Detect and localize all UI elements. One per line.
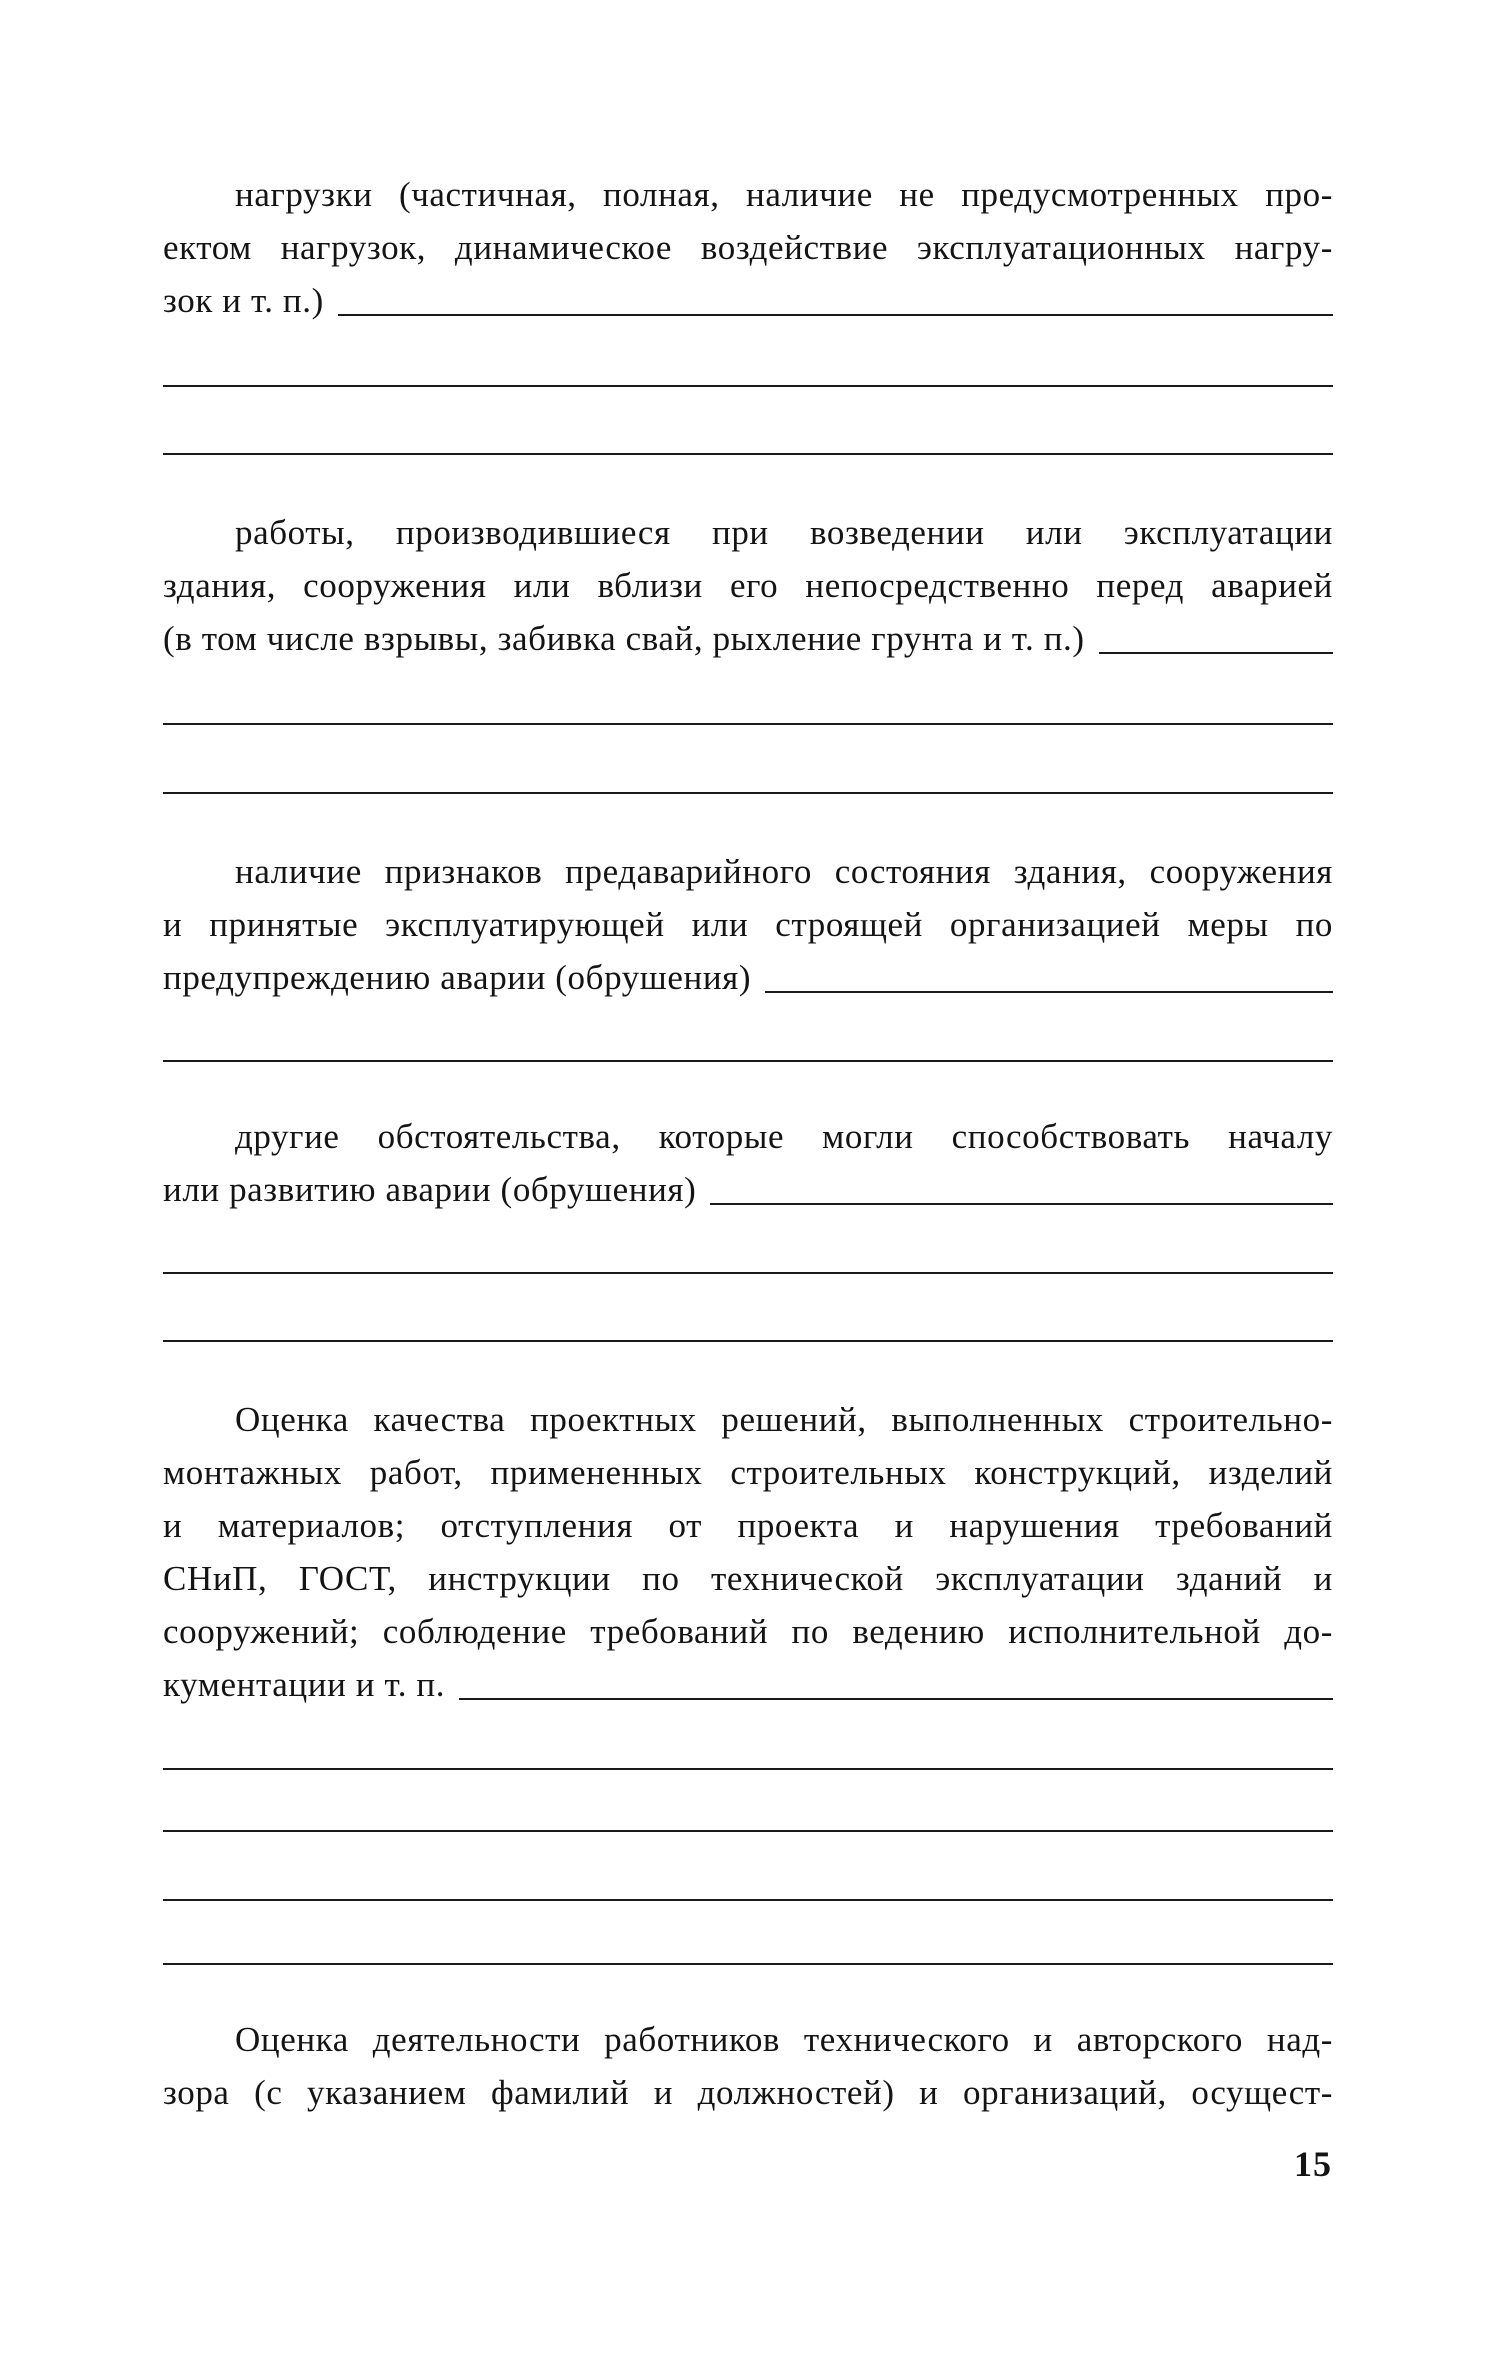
text-line: предупреждению аварии (обрушения) bbox=[163, 958, 752, 997]
text-line: (в том числе взрывы, забивка свай, рыхление грунта и т. п.) bbox=[163, 619, 1085, 658]
fill-in-line[interactable] bbox=[163, 1830, 1333, 1832]
text-line: СНиП, ГОСТ, инструкции по технической эксплуатации зданий и bbox=[163, 1559, 1333, 1598]
text-line: здания, сооружения или вблизи его непосредственно перед аварией bbox=[163, 566, 1333, 605]
text-line: или развитию аварии (обрушения) bbox=[163, 1170, 697, 1209]
fill-in-blank[interactable] bbox=[710, 1203, 1333, 1205]
fill-in-blank[interactable] bbox=[459, 1698, 1333, 1700]
text-line-with-blank bbox=[163, 951, 1333, 1004]
paragraph-loads bbox=[163, 168, 1333, 327]
fill-in-line[interactable] bbox=[163, 792, 1333, 794]
fill-in-line[interactable] bbox=[163, 1340, 1333, 1342]
page-number: 15 bbox=[1294, 2144, 1332, 2184]
paragraph-other bbox=[163, 1110, 1333, 1216]
text-line: зок и т. п.) bbox=[163, 281, 324, 320]
text-line: другие обстоятельства, которые могли способствовать началу bbox=[235, 1117, 1333, 1156]
paragraph-works bbox=[163, 506, 1333, 665]
text-line: и принятые эксплуатирующей или строящей организацией меры по bbox=[163, 905, 1333, 944]
paragraph-signs bbox=[163, 845, 1333, 1004]
fill-in-line[interactable] bbox=[163, 723, 1333, 725]
text-line-with-blank bbox=[163, 274, 1333, 327]
text-line: кументации и т. п. bbox=[163, 1665, 446, 1704]
text-line: сооружений; соблюдение требований по ведению исполнительной до- bbox=[163, 1612, 1333, 1651]
fill-in-line[interactable] bbox=[163, 1963, 1333, 1965]
fill-in-line[interactable] bbox=[163, 1272, 1333, 1274]
paragraph-supervision bbox=[163, 2013, 1333, 2119]
fill-in-line[interactable] bbox=[163, 453, 1333, 455]
text-line: Оценка качества проектных решений, выполненных строительно- bbox=[235, 1400, 1333, 1439]
fill-in-blank[interactable] bbox=[765, 991, 1333, 993]
text-line: монтажных работ, примененных строительных конструкций, изделий bbox=[163, 1453, 1333, 1492]
fill-in-line[interactable] bbox=[163, 1768, 1333, 1770]
text-line: наличие признаков предаварийного состояния здания, сооружения bbox=[235, 852, 1333, 891]
text-line: работы, производившиеся при возведении или эксплуатации bbox=[235, 513, 1333, 552]
fill-in-line[interactable] bbox=[163, 1060, 1333, 1062]
text-line-with-blank bbox=[163, 612, 1333, 665]
fill-in-blank[interactable] bbox=[338, 314, 1333, 316]
text-line-with-blank bbox=[163, 1658, 1333, 1711]
text-line: ектом нагрузок, динамическое воздействие эксплуатационных нагру- bbox=[163, 228, 1333, 267]
text-line: зора (с указанием фамилий и должностей) и организаций, осущест- bbox=[163, 2073, 1333, 2112]
text-line: Оценка деятельности работников технического и авторского над- bbox=[235, 2020, 1333, 2059]
text-line: и материалов; отступления от проекта и нарушения требований bbox=[163, 1506, 1333, 1545]
text-line: нагрузки (частичная, полная, наличие не предусмотренных про- bbox=[235, 175, 1333, 214]
fill-in-line[interactable] bbox=[163, 385, 1333, 387]
paragraph-quality bbox=[163, 1393, 1333, 1711]
fill-in-line[interactable] bbox=[163, 1899, 1333, 1901]
fill-in-blank[interactable] bbox=[1099, 652, 1333, 654]
text-line-with-blank bbox=[163, 1163, 1333, 1216]
